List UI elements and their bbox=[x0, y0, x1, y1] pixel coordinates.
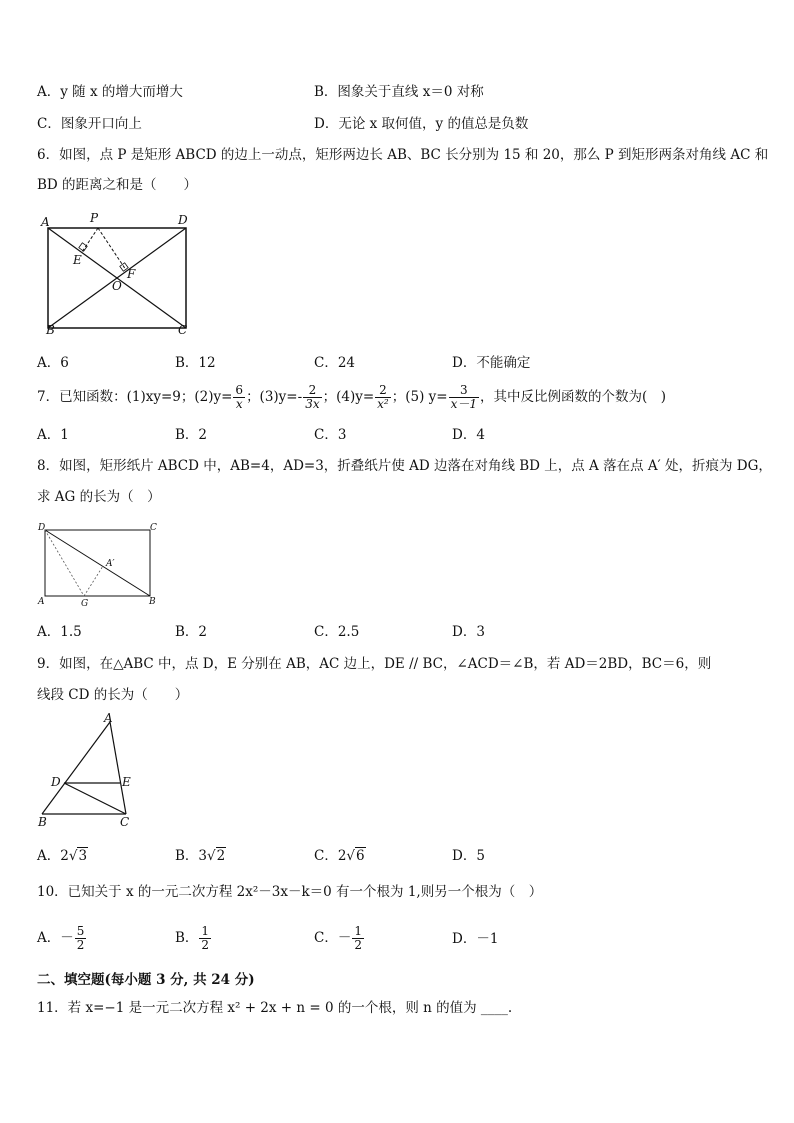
q9-stem-line1: 9．如图，在△ABC 中，点 D，E 分别在 AB，AC 边上，DE // BC，∠ACD＝∠B，若 AD＝2BD，BC＝6，则 bbox=[37, 656, 712, 672]
q8-option-a: A．1.5 bbox=[37, 624, 82, 640]
q5-option-c: C．图象开口向上 bbox=[37, 116, 142, 132]
q6-label-f: F bbox=[127, 267, 136, 281]
q8-option-c: C．2.5 bbox=[314, 624, 360, 640]
q6-option-b: B．12 bbox=[175, 355, 216, 371]
q8-stem-line2: 求 AG 的长为（ ） bbox=[37, 489, 161, 505]
q5-option-a: A．y 随 x 的增大而增大 bbox=[37, 84, 183, 100]
q7-suffix: ，其中反比例函数的个数为( ) bbox=[480, 389, 667, 405]
q7-fraction-4: $\frac{2}{\text{x²}}$ bbox=[377, 383, 389, 411]
q9-option-c: C．2√6 bbox=[314, 848, 365, 864]
q8-label-g: G bbox=[81, 599, 89, 609]
q7-stem bbox=[37, 382, 666, 412]
q8-label-b: B bbox=[149, 597, 156, 607]
q9-label-e: E bbox=[122, 775, 131, 789]
q7-mid4: ；(4)y= bbox=[322, 389, 375, 405]
q6-label-d: D bbox=[178, 213, 188, 227]
q8-rectangle-figure bbox=[36, 518, 166, 610]
q8-option-b: B．2 bbox=[175, 624, 208, 640]
q8-label-a-prime: A′ bbox=[106, 559, 115, 569]
q7-option-a: A．1 bbox=[37, 427, 69, 443]
section-2-heading: 二、填空题(每小题 3 分, 共 24 分) bbox=[37, 972, 255, 988]
q9-stem-line2: 线段 CD 的长为（ ） bbox=[37, 687, 189, 703]
q6-option-a: A．6 bbox=[37, 355, 69, 371]
q7-option-b: B．2 bbox=[175, 427, 208, 443]
q6-label-c: C bbox=[178, 323, 188, 337]
q9-option-d: D．5 bbox=[452, 848, 485, 864]
q9-label-a: A bbox=[104, 711, 113, 725]
q8-label-a: A bbox=[38, 597, 45, 607]
q7-fraction-3: $\frac{2}{3x}$ bbox=[305, 383, 320, 411]
q6-option-d: D．不能确定 bbox=[452, 355, 531, 371]
q7-mid3: ；(3)y=- bbox=[246, 389, 303, 405]
q8-label-d: D bbox=[38, 523, 46, 533]
q11-stem: 11．若 x=−1 是一元二次方程 x² + 2x + n = 0 的一个根，则 n 的值为 ____. bbox=[37, 1000, 513, 1016]
q6-stem-line2: BD 的距离之和是（ ） bbox=[37, 177, 198, 193]
q5-option-b: B．图象关于直线 x＝0 对称 bbox=[314, 84, 484, 100]
q6-label-p: P bbox=[90, 211, 99, 225]
q9-label-b: B bbox=[38, 815, 47, 829]
q6-label-e: E bbox=[73, 253, 82, 267]
q8-option-d: D．3 bbox=[452, 624, 485, 640]
q7-option-c: C．3 bbox=[314, 427, 347, 443]
q10-option-a: A．－ $\frac{5}{2}$ bbox=[37, 924, 85, 952]
q9-triangle-figure bbox=[34, 710, 144, 832]
q7-prefix: 7．已知函数：(1)xy=9；(2)y= bbox=[37, 389, 233, 405]
q10-option-c: C．－ $\frac{1}{2}$ bbox=[314, 924, 362, 952]
q6-label-a: A bbox=[41, 215, 50, 229]
q6-rectangle-figure bbox=[38, 208, 198, 338]
q8-label-c: C bbox=[150, 523, 157, 533]
q6-stem-line1: 6．如图，点 P 是矩形 ABCD 的边上一动点，矩形两边长 AB、BC 长分别为 15 和 20，那么 P 到矩形两条对角线 AC 和 bbox=[37, 147, 769, 163]
q9-label-c: C bbox=[120, 815, 130, 829]
q10-stem: 10．已知关于 x 的一元二次方程 2x²－3x－k＝0 有一个根为 1,则另一个根为（ ） bbox=[37, 884, 543, 900]
q6-label-b: B bbox=[46, 323, 55, 337]
q9-option-a: A．2√3 bbox=[37, 848, 88, 864]
q6-label-o: O bbox=[112, 279, 122, 293]
q5-option-d: D．无论 x 取何值，y 的值总是负数 bbox=[314, 116, 529, 132]
q10-option-d: D．－1 bbox=[452, 931, 499, 947]
q10-option-b: B． $\frac{1}{2}$ bbox=[175, 924, 210, 952]
q7-option-d: D．4 bbox=[452, 427, 485, 443]
q6-option-c: C．24 bbox=[314, 355, 356, 371]
q7-mid5: ；(5) y= bbox=[391, 389, 448, 405]
q9-option-b: B．3√2 bbox=[175, 848, 226, 864]
q9-label-d: D bbox=[51, 775, 61, 789]
q8-stem-line1: 8．如图，矩形纸片 ABCD 中，AB=4，AD=3，折叠纸片使 AD 边落在对角线 BD 上，点 A 落在点 A′ 处，折痕为 DG， bbox=[37, 458, 772, 474]
q7-fraction-2: $\frac{6}{x}$ bbox=[235, 383, 244, 411]
q7-fraction-5: $\frac{3}{x-1}$ bbox=[450, 383, 477, 411]
